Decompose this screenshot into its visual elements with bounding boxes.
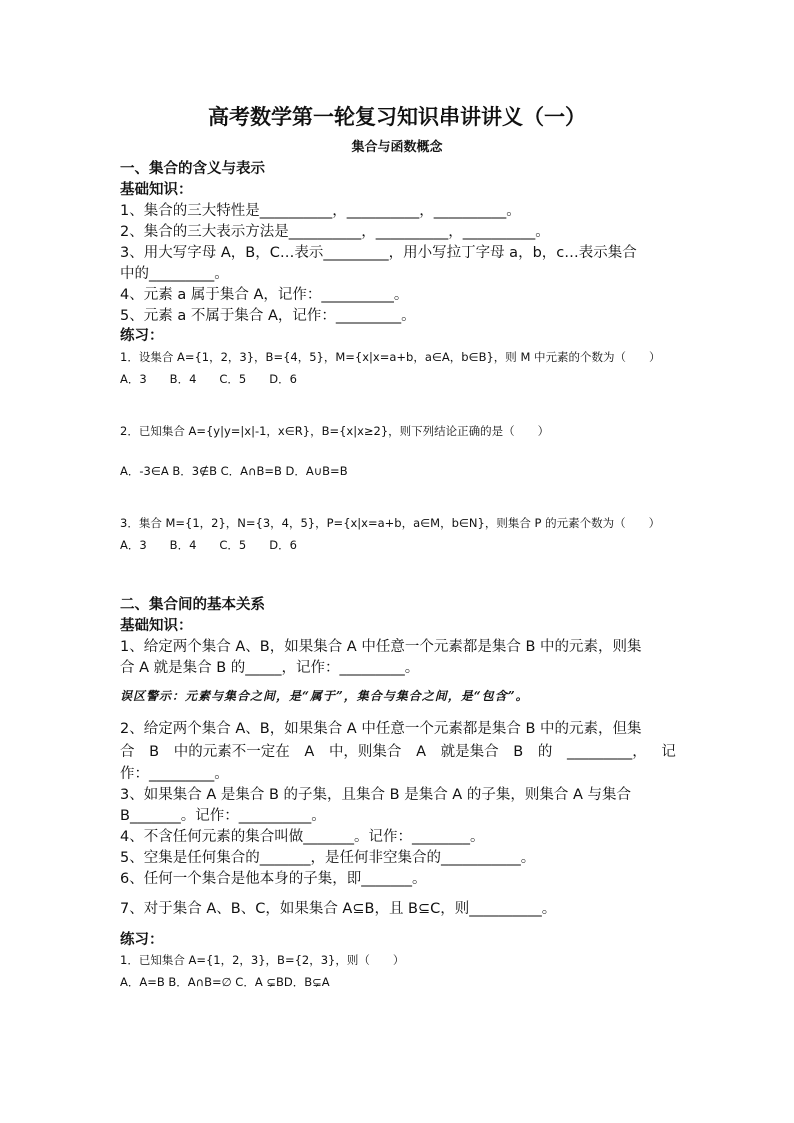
section2-item-2-end: 作：_________。 xyxy=(120,766,229,782)
section2-exercise-1-options: A．A=B B．A∩B=∅ C．A ⊊BD．B⊊A xyxy=(120,975,330,989)
section1-item-5: 5、元素 a 不属于集合 A，记作：_________。 xyxy=(120,308,416,324)
section1-heading: 一、集合的含义与表示 xyxy=(120,161,265,177)
section2-basics-label: 基础知识： xyxy=(120,618,193,634)
section1-basics-label: 基础知识： xyxy=(120,182,193,198)
section2-item-7: 7、对于集合 A、B、C，如果集合 A⊆B，且 B⊆C，则__________。 xyxy=(120,901,557,917)
section1-item-1: 1、集合的三大特性是__________，__________，__________。 xyxy=(120,203,521,219)
section1-exercise-1-options: A．3 B．4 C．5 D．6 xyxy=(120,372,297,386)
section2-item-2-cont: 合 B 中的元素不一定在 A 中，则集合 A 就是集合 B 的 _________， 记 xyxy=(120,744,676,760)
section2-item-1-cont: 合 A 就是集合 B 的_____，记作：_________。 xyxy=(120,660,420,676)
section2-item-2: 2、给定两个集合 A、B，如果集合 A 中任意一个元素都是集合 B 中的元素，但集 xyxy=(120,721,642,737)
section1-exercise-2-options: A．-3∈A B．3∉B C．A∩B=B D．A∪B=B xyxy=(120,464,348,478)
misconception-warning: 误区警示：元素与集合之间，是“属于”，集合与集合之间，是“包含”。 xyxy=(120,689,529,703)
section1-exercise-1-question: 1．设集合 A={1，2，3}，B={4，5}，M={x|x=a+b，a∈A，b∈B}，则 M 中元素的个数为（ ） xyxy=(120,350,661,364)
section2-item-6: 6、任何一个集合是他本身的子集，即_______。 xyxy=(120,871,427,887)
section1-practice-label: 练习： xyxy=(120,328,164,344)
section1-item-3-cont: 中的_________。 xyxy=(120,266,229,282)
section2-exercise-1-question: 1．已知集合 A={1，2，3}，B={2，3}，则（ ） xyxy=(120,953,405,967)
section1-item-4: 4、元素 a 属于集合 A，记作：__________。 xyxy=(120,287,409,303)
page-title: 高考数学第一轮复习知识串讲讲义（一） xyxy=(208,105,586,129)
section2-practice-label: 练习： xyxy=(120,932,164,948)
section1-exercise-3-options: A．3 B．4 C．5 D．6 xyxy=(120,538,297,552)
section2-item-4: 4、不含任何元素的集合叫做_______。记作：________。 xyxy=(120,829,485,845)
page-subtitle: 集合与函数概念 xyxy=(351,140,443,155)
section2-item-3-cont: B_______。记作：__________。 xyxy=(120,808,326,824)
section2-item-1: 1、给定两个集合 A、B，如果集合 A 中任意一个元素都是集合 B 中的元素，则集 xyxy=(120,639,642,655)
section1-item-3: 3、用大写字母 A，B，C…表示_________，用小写拉丁字母 a，b，c…表示集合 xyxy=(120,245,637,261)
section2-item-5: 5、空集是任何集合的_______，是任何非空集合的___________。 xyxy=(120,850,536,866)
section2-heading: 二、集合间的基本关系 xyxy=(120,597,265,613)
section1-exercise-3-question: 3．集合 M={1，2}，N={3，4，5}，P={x|x=a+b，a∈M，b∈N}，则集合 P 的元素个数为（ ） xyxy=(120,516,661,530)
section2-item-3: 3、如果集合 A 是集合 B 的子集，且集合 B 是集合 A 的子集，则集合 A 与集合 xyxy=(120,787,631,803)
section1-exercise-2-question: 2．已知集合 A={y|y=|x|-1，x∈R}，B={x|x≥2}，则下列结论正确的是（ ） xyxy=(120,424,550,438)
section1-item-2: 2、集合的三大表示方法是__________，__________，__________。 xyxy=(120,224,550,240)
